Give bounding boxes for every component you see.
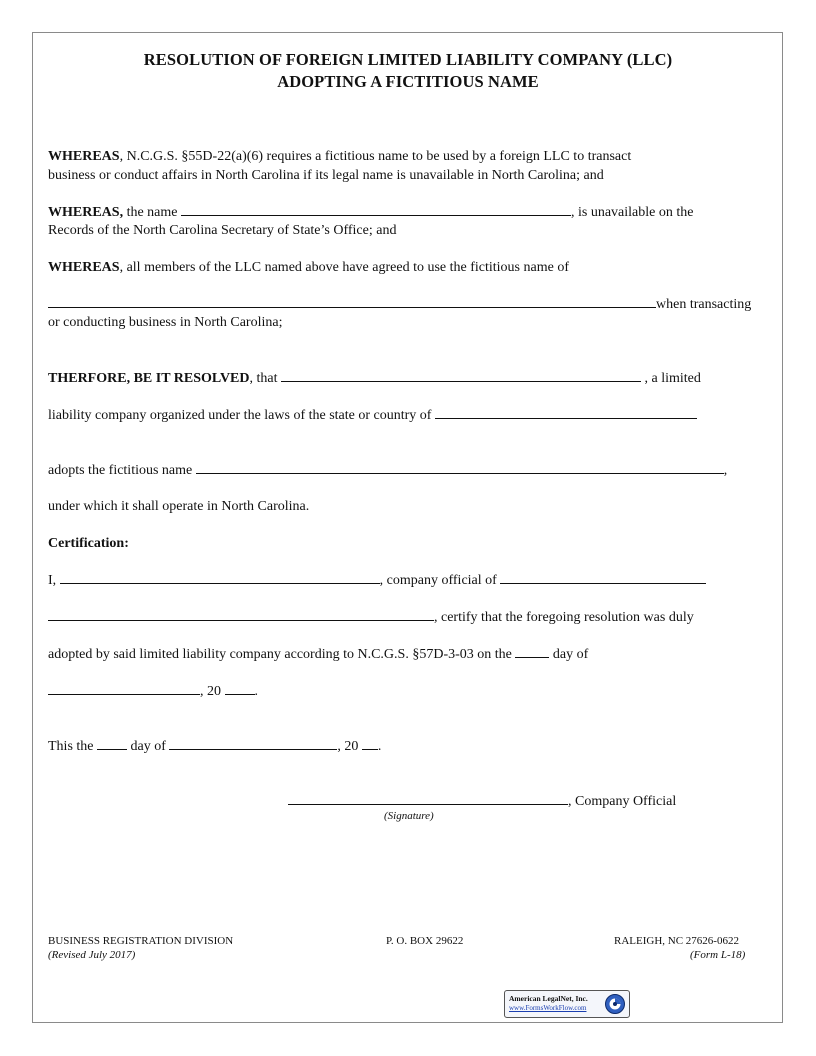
state-country-field[interactable]: [435, 406, 697, 419]
footer-pobox: P. O. BOX 29622: [386, 935, 464, 947]
certification-heading-text: Certification:: [48, 536, 129, 551]
certification-line3: [48, 645, 588, 663]
resolved-line4: under which it shall operate in North Carolina.: [48, 499, 310, 514]
cert-certify-text: , certify that the foregoing resolution was duly: [434, 610, 694, 625]
adopted-year-field[interactable]: [225, 682, 255, 695]
signature-label: (Signature): [384, 810, 434, 822]
logo-url[interactable]: www.FormsWorkFlow.com: [509, 1004, 587, 1012]
this-the-line: [48, 737, 381, 755]
certification-line1: [48, 571, 706, 589]
whereas3-line2: [48, 295, 751, 313]
resolved-text-e: ,: [723, 463, 728, 478]
signature-field[interactable]: [288, 792, 568, 805]
whereas3-text-b: when transacting: [656, 297, 752, 312]
footer-city: RALEIGH, NC 27626-0622: [614, 935, 739, 947]
resolved-text-b: , a limited: [641, 371, 701, 386]
certification-line4: [48, 682, 258, 700]
cert-i-label: I,: [48, 573, 60, 588]
this-the-d: .: [377, 739, 382, 754]
cert-official-of: , company official of: [379, 573, 501, 588]
whereas1-text-a: , N.C.G.S. §55D-22(a)(6) requires a fictitious name to be used by a foreign LLC to transact: [119, 149, 632, 164]
footer-division: BUSINESS REGISTRATION DIVISION: [48, 935, 234, 947]
whereas2-line2: Records of the North Carolina Secretary of State’s Office; and: [48, 223, 397, 238]
whereas3-text-a: , all members of the LLC named above have agreed to use the fictitious name of: [119, 260, 569, 275]
fictitious-name-field-2[interactable]: [196, 461, 724, 474]
resolved-text-c: liability company organized under the laws of the state or country of: [48, 408, 435, 423]
document-title-line2: ADOPTING A FICTITIOUS NAME: [277, 72, 539, 91]
whereas2-text-a: the name: [123, 205, 181, 220]
company-official-of-field[interactable]: [500, 571, 706, 584]
resolved-text-a: , that: [249, 371, 282, 386]
official-name-field[interactable]: [60, 571, 380, 584]
certification-line2: [48, 608, 694, 626]
whereas2-line1: [48, 203, 693, 221]
footer-revised: (Revised July 2017): [48, 949, 136, 961]
this-the-a: This the: [48, 739, 97, 754]
this-the-c: , 20: [337, 739, 362, 754]
signed-day-field[interactable]: [97, 737, 127, 750]
fictitious-name-field-1[interactable]: [48, 295, 656, 308]
logo-name: American LegalNet, Inc.: [509, 994, 588, 1003]
cert-adopted-text: adopted by said limited liability company according to N.C.G.S. §57D-3-03 on the: [48, 647, 516, 662]
whereas3-line3: or conducting business in North Carolina;: [48, 315, 283, 330]
this-the-b: day of: [127, 739, 170, 754]
whereas3-line1: [48, 259, 569, 276]
whereas1-line2: business or conduct affairs in North Carolina if its legal name is unavailable in North Carolina; and: [48, 168, 604, 183]
whereas1-line1: [48, 148, 631, 165]
document-title-line1: RESOLUTION OF FOREIGN LIMITED LIABILITY COMPANY (LLC): [143, 50, 673, 69]
whereas2-text-b: , is unavailable on the: [571, 205, 694, 220]
globe-icon: [604, 993, 626, 1015]
resolved-bold: THERFORE, BE IT RESOLVED: [48, 371, 250, 386]
footer-form: (Form L-18): [690, 949, 746, 961]
signature-suffix: , Company Official: [568, 794, 677, 809]
adopted-day-field[interactable]: [515, 645, 549, 658]
signed-month-field[interactable]: [169, 737, 337, 750]
adopted-month-field[interactable]: [48, 682, 200, 695]
whereas1-bold: WHEREAS: [48, 149, 120, 164]
whereas3-bold: WHEREAS: [48, 260, 120, 275]
signed-year-field[interactable]: [362, 737, 378, 750]
cert-day-of: day of: [549, 647, 589, 662]
company-name-field[interactable]: [281, 369, 641, 382]
company-field[interactable]: [48, 608, 434, 621]
cert-period: .: [254, 684, 258, 699]
resolved-line1: [48, 369, 701, 387]
llc-name-field[interactable]: [181, 203, 571, 216]
signature-line: [288, 792, 676, 810]
american-legalnet-logo[interactable]: [504, 990, 630, 1018]
resolved-line3: [48, 461, 727, 479]
whereas2-bold: WHEREAS,: [48, 205, 124, 220]
resolved-line2: [48, 406, 697, 424]
resolved-text-d: adopts the fictitious name: [48, 463, 196, 478]
cert-comma-20: , 20: [200, 684, 225, 699]
certification-heading: [48, 535, 129, 552]
